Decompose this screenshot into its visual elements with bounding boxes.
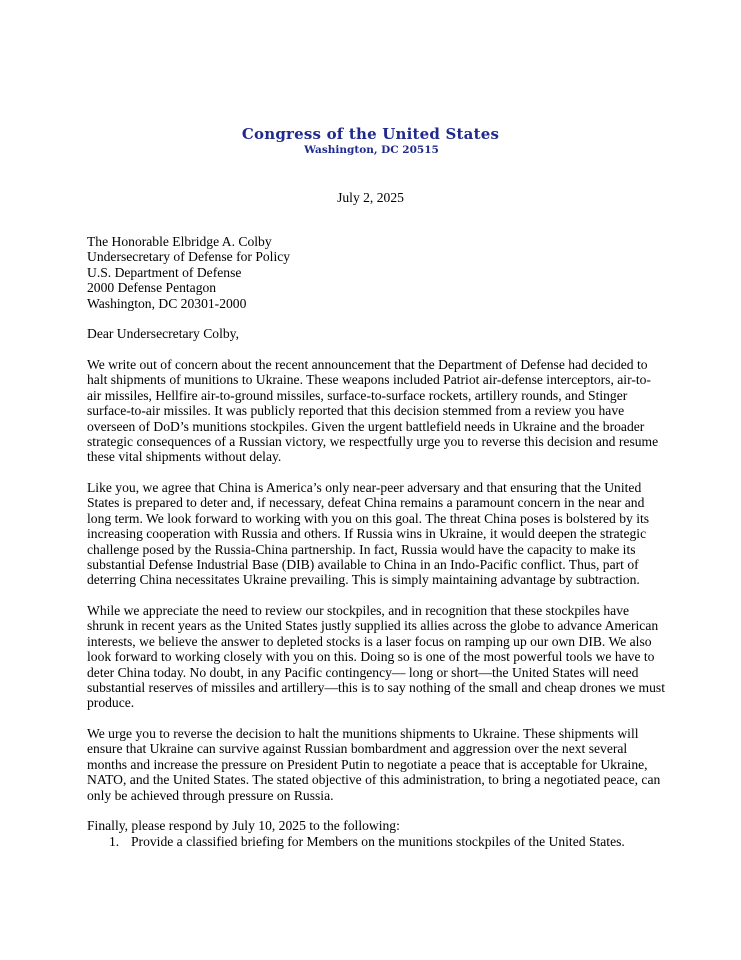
body-paragraph-4	[87, 726, 659, 803]
letterhead-subtitle: Washington, DC 20515	[304, 144, 439, 156]
paragraph-line: deterring China necessitates Ukraine prevailing. This is simply maintaining advantage by subtraction.	[87, 572, 640, 588]
list-item-text: Provide a classified briefing for Members on the munitions stockpiles of the United States.	[131, 834, 625, 849]
letter-date: July 2, 2025	[337, 190, 404, 205]
salutation: Dear Undersecretary Colby,	[87, 326, 239, 341]
address-line: U.S. Department of Defense	[87, 264, 242, 280]
paragraph-line: interests, we believe the answer to depleted stocks is a laser focus on ramping up our own DIB. We also	[87, 633, 652, 649]
paragraph-line: Finally, please respond by July 10, 2025 to the following:	[87, 818, 400, 833]
paragraph-line: We urge you to reverse the decision to halt the munitions shipments to Ukraine. These shipments will	[87, 726, 639, 741]
paragraph-line: We write out of concern about the recent announcement that the Department of Defense had decided to	[87, 357, 648, 372]
paragraph-line: look forward to working closely with you on this. Doing so is one of the most powerful tools we have to	[87, 649, 655, 665]
list-item-number: 1.	[109, 834, 120, 849]
paragraph-line: only be achieved through pressure on Russia.	[87, 787, 334, 803]
paragraph-line: ensure that Ukraine can survive against Russian bombardment and aggression over the next several	[87, 741, 628, 757]
paragraph-line: these vital shipments without delay.	[87, 449, 282, 465]
paragraph-line: deter China today. No doubt, in any Pacific contingency— long or short—the United States will need	[87, 664, 639, 680]
paragraph-line: States is prepared to deter and, if necessary, defeat China remains a paramount concern in the near and	[87, 495, 645, 511]
list-item	[109, 834, 625, 849]
recipient-address	[87, 234, 290, 311]
letterhead	[0, 125, 741, 156]
body-paragraph-1	[87, 357, 659, 465]
paragraph-line: long term. We look forward to working with you on this goal. The threat China poses is bolstered by its	[87, 510, 650, 526]
request-list	[109, 834, 625, 849]
address-line: Undersecretary of Defense for Policy	[87, 249, 291, 265]
address-line: The Honorable Elbridge A. Colby	[87, 234, 272, 249]
letterhead-title: Congress of the United States	[241, 125, 500, 143]
body-paragraph-2	[87, 480, 659, 588]
paragraph-line: overseen of DoD’s munitions stockpiles. Given the urgent battlefield needs in Ukraine and the broader	[87, 418, 645, 434]
address-line: 2000 Defense Pentagon	[87, 280, 217, 296]
paragraph-line: halt shipments of munitions to Ukraine. These weapons included Patriot air-defense interceptors, air-to-	[87, 372, 651, 388]
paragraph-line: substantial Defense Industrial Base (DIB) available to China in an Indo-Pacific conflict. Thus, part of	[87, 557, 639, 573]
body-paragraph-5	[87, 818, 659, 833]
address-line: Washington, DC 20301-2000	[87, 295, 247, 311]
paragraph-line: produce.	[87, 695, 135, 711]
paragraph-line: months and increase the pressure on President Putin to negotiate a peace that is acceptable for Ukraine,	[87, 756, 648, 772]
paragraph-line: NATO, and the United States. The stated objective of this administration, to bring a negotiated peace, can	[87, 772, 661, 788]
paragraph-line: strategic consequences of a Russian victory, we respectfully urge you to reverse this decision and resume	[87, 434, 659, 450]
paragraph-line: surface-to-air missiles. It was publicly reported that this decision stemmed from a review you have	[87, 403, 625, 419]
paragraph-line: While we appreciate the need to review our stockpiles, and in recognition that these stockpiles have	[87, 603, 630, 618]
paragraph-line: substantial reserves of missiles and artillery—this is to say nothing of the small and cheap drones we must	[87, 680, 665, 696]
paragraph-line: shrunk in recent years as the United States justly supplied its allies across the globe to advance American	[87, 618, 659, 634]
body-paragraph-3	[87, 603, 665, 711]
paragraph-line: increasing cooperation with Russia and others. If Russia wins in Ukraine, it would deepen the strategic	[87, 526, 647, 542]
paragraph-line: challenge posed by the Russia-China partnership. In fact, Russia would have the capacity to make its	[87, 541, 636, 557]
paragraph-line: Like you, we agree that China is America’s only near-peer adversary and that ensuring that the United	[87, 480, 642, 495]
paragraph-line: air missiles, Hellfire air-to-ground missiles, surface-to-surface rockets, artillery rounds, and Stinger	[87, 387, 628, 403]
